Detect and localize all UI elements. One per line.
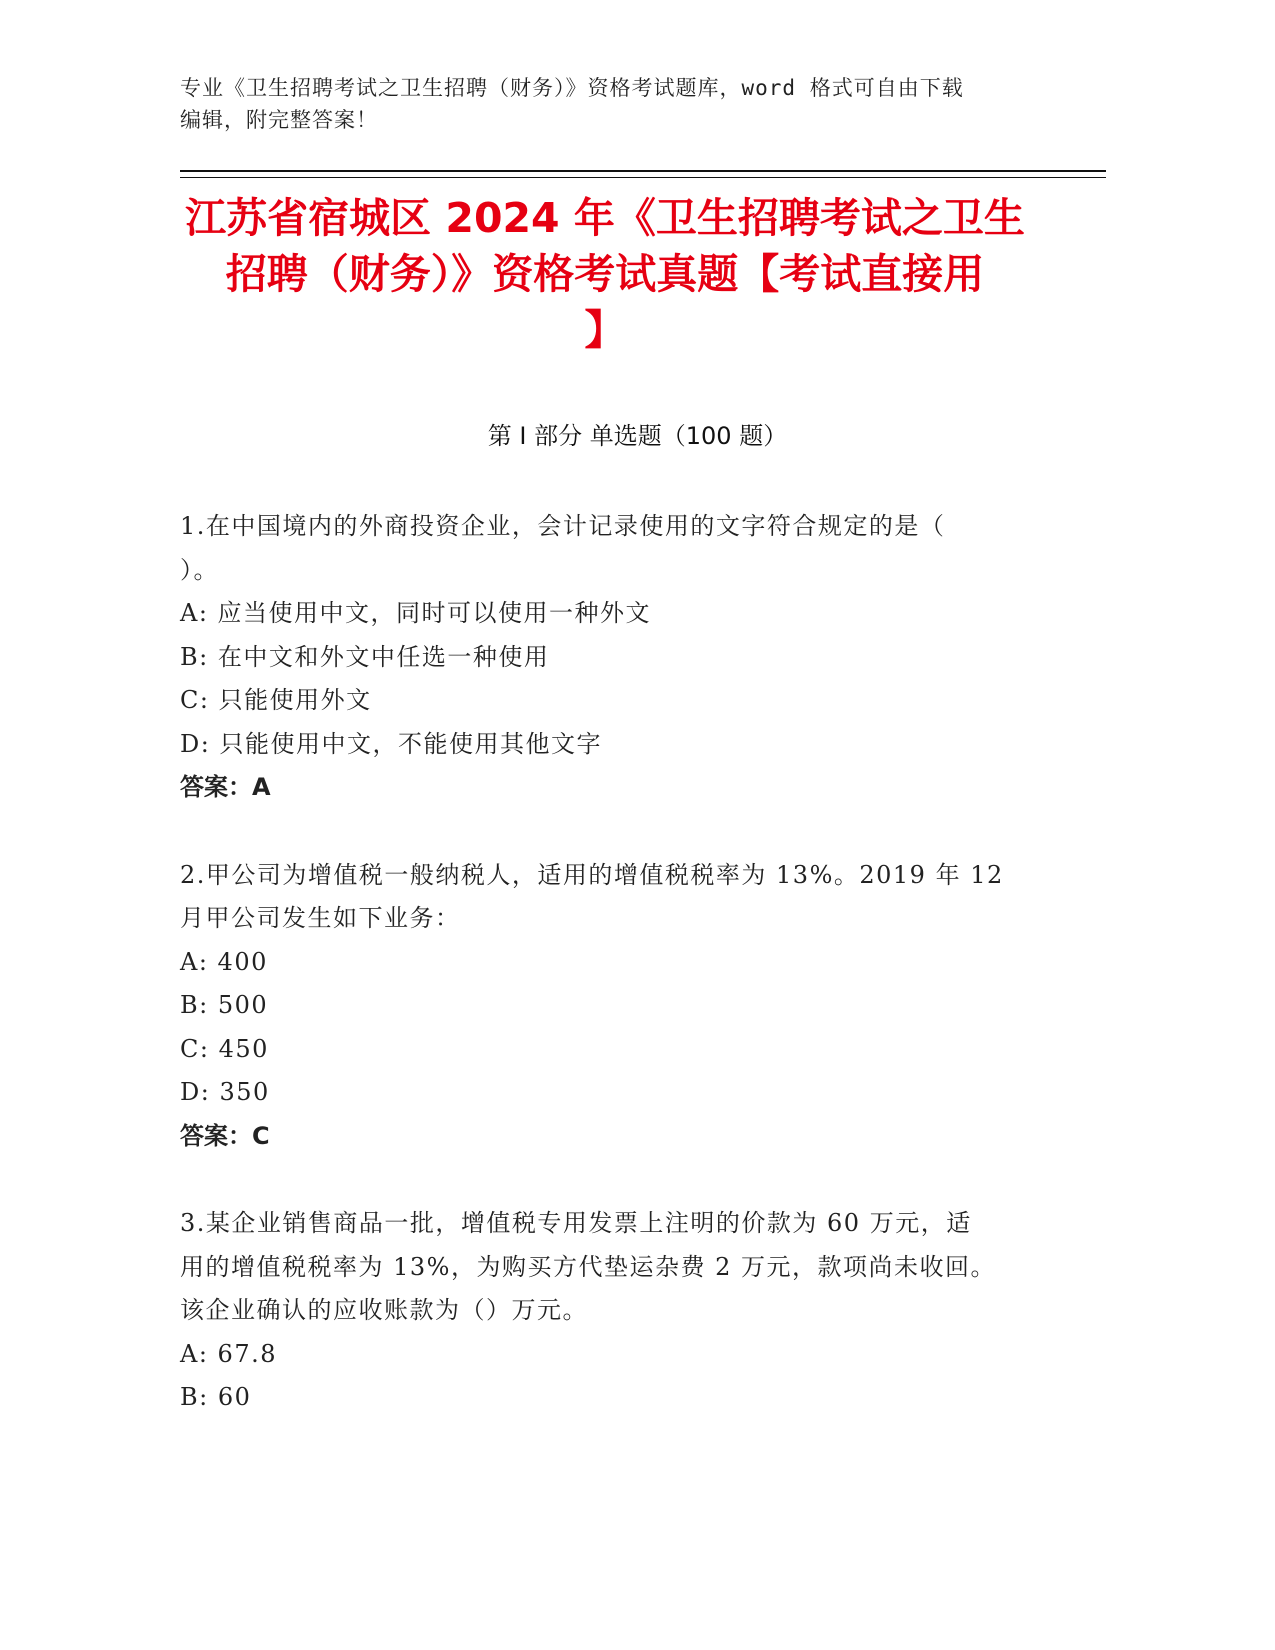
header-note-line: 编辑，附完整答案！ [180,108,378,132]
question-stem-line: 3.某企业销售商品一批，增值税专用发票上注明的价款为 60 万元，适 [180,1209,972,1237]
header-divider-thick [180,170,1106,172]
option-d: D: 只能使用中文，不能使用其他文字 [180,729,602,758]
document-title [150,190,1060,358]
option-b: B: 在中文和外文中任选一种使用 [180,642,550,671]
answer-label: 答案：A [180,773,271,801]
answer-label: 答案：C [180,1121,270,1150]
option-b: B: 500 [180,991,269,1019]
question-stem-line: 月甲公司发生如下业务： [180,904,461,932]
option-a: A: 应当使用中文，同时可以使用一种外文 [180,599,652,627]
document-title-line: 江苏省宿城区 2024 年《卫生招聘考试之卫生 [185,194,1025,242]
option-c: C: 只能使用外文 [180,686,372,714]
question-stem-line: 1.在中国境内的外商投资企业，会计记录使用的文字符合规定的是（ [180,512,946,540]
question-stem-line: 该企业确认的应收账款为（）万元。 [180,1296,588,1324]
header-note [180,72,1060,136]
option-a: A: 400 [180,947,268,976]
question-stem [180,854,1060,941]
question-item [180,1202,1060,1420]
option-b: B: 60 [180,1383,252,1411]
question-stem [180,505,1060,592]
option-d: D: 350 [180,1078,270,1106]
document-title-line: 招聘（财务）》资格考试真题【考试直接用 [225,250,985,298]
question-stem-line: 2.甲公司为增值税一般纳税人，适用的增值税税率为 13%。2019 年 12 [180,860,1004,889]
option-a: A: 67.8 [180,1339,277,1368]
question-list [180,505,1060,1464]
question-stem [180,1202,1060,1333]
question-item [180,505,1060,810]
question-stem-line: 用的增值税税率为 13%，为购买方代垫运杂费 2 万元，款项尚未收回。 [180,1252,996,1281]
question-stem-line: ）。 [180,555,219,584]
document-title-line: 】 [584,306,626,354]
section-title: 第 I 部分 单选题（100 题） [487,422,788,450]
option-c: C: 450 [180,1034,269,1063]
header-note-line: 专业《卫生招聘考试之卫生招聘（财务）》资格考试题库，word 格式可自由下载 [180,76,964,100]
header-divider-thin [180,177,1106,178]
question-item [180,854,1060,1159]
